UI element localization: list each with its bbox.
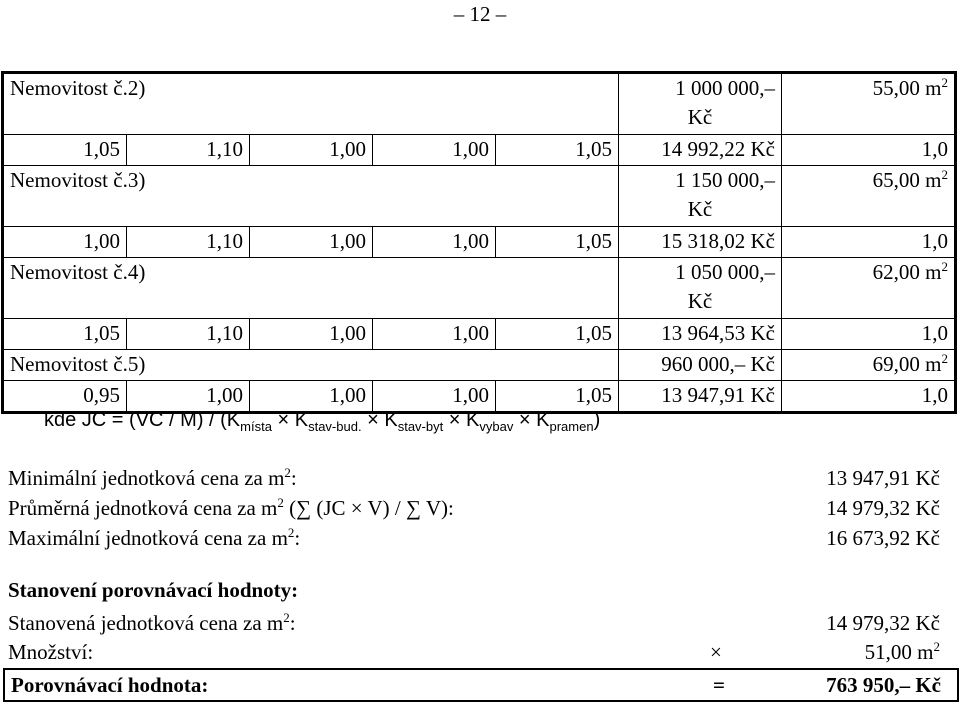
- property-area: [782, 73, 956, 135]
- max-price-row: [8, 524, 940, 552]
- table-row: [3, 135, 956, 166]
- coefficient-cell: 1,00: [373, 135, 496, 166]
- colon: :: [294, 526, 301, 550]
- result-value: 763 950,– Kč: [826, 673, 941, 697]
- table-row: [3, 73, 956, 135]
- colon: :: [289, 611, 296, 635]
- superscript: 2: [277, 495, 284, 510]
- coefficient-cell: 1,00: [373, 227, 496, 258]
- weight-cell: 1,0: [782, 381, 956, 413]
- unit-price-cell: 15 318,02 Kč: [619, 227, 782, 258]
- avg-price-formula: (∑ (JC × V) / ∑ V):: [283, 496, 454, 520]
- price-amount: 1 150 000,–: [675, 168, 775, 192]
- table-row: [3, 381, 956, 413]
- unit-price-cell: 13 964,53 Kč: [619, 319, 782, 350]
- weight-cell: 1,0: [782, 319, 956, 350]
- area-value: 62,00 m: [872, 260, 942, 284]
- coefficient-cell: 1,05: [496, 227, 619, 258]
- page-number: – 12 –: [453, 2, 507, 26]
- quantity-label: Množství:: [8, 640, 94, 664]
- avg-price-label: Průměrná jednotková cena za m: [8, 496, 278, 520]
- price-currency: Kč: [687, 105, 713, 129]
- price-amount: 1 000 000,–: [675, 76, 775, 100]
- formula-sub: místa: [240, 419, 272, 434]
- coefficient-cell: 1,00: [3, 227, 127, 258]
- jc-formula: [44, 409, 600, 434]
- superscript: 2: [287, 525, 295, 540]
- weight-cell: 1,0: [782, 135, 956, 166]
- property-area: [782, 258, 956, 319]
- formula-text: ): [593, 409, 601, 431]
- property-label: Nemovitost č.5): [3, 350, 619, 381]
- coefficient-cell: 1,10: [127, 135, 250, 166]
- property-price: [619, 166, 782, 227]
- unit-price-cell: 13 947,91 Kč: [619, 381, 782, 413]
- formula-sub: pramen: [549, 419, 594, 434]
- coefficient-cell: 1,05: [3, 135, 127, 166]
- area-value: 55,00 m: [872, 76, 942, 100]
- property-label: Nemovitost č.4): [3, 258, 619, 319]
- table-row: [3, 166, 956, 227]
- table-row: [3, 350, 956, 381]
- min-price-label: Minimální jednotková cena za m: [8, 466, 285, 490]
- coefficient-cell: 1,05: [496, 319, 619, 350]
- price-currency: Kč: [687, 289, 713, 313]
- avg-price-value: 14 979,32 Kč: [826, 496, 940, 520]
- formula-text: kde JC = (VC / M) / (K: [44, 409, 241, 431]
- coefficient-cell: 1,10: [127, 227, 250, 258]
- table-row: [3, 319, 956, 350]
- superscript: 2: [941, 75, 948, 90]
- price-amount: 1 050 000,–: [675, 260, 775, 284]
- equals-sign: =: [713, 673, 725, 697]
- unit-price-cell: 14 992,22 Kč: [619, 135, 782, 166]
- superscript: 2: [933, 639, 940, 654]
- superscript: 2: [284, 465, 291, 480]
- property-label: Nemovitost č.2): [3, 73, 619, 135]
- area-value: 65,00 m: [872, 168, 942, 192]
- coefficient-cell: 1,10: [127, 319, 250, 350]
- property-price: [619, 350, 782, 381]
- colon: :: [290, 466, 297, 490]
- area-value: 69,00 m: [872, 352, 942, 376]
- property-label: Nemovitost č.3): [3, 166, 619, 227]
- coefficient-cell: 1,00: [250, 227, 373, 258]
- formula-sub: stav-bud.: [308, 419, 362, 434]
- coefficient-cell: 1,00: [250, 135, 373, 166]
- formula-text: × K: [513, 409, 550, 431]
- coefficient-cell: 1,05: [496, 135, 619, 166]
- table-row: [3, 258, 956, 319]
- determined-price-label: Stanovená jednotková cena za m: [8, 611, 284, 635]
- multiply-sign: ×: [710, 640, 722, 664]
- coefficient-cell: 1,00: [250, 381, 373, 413]
- property-area: [782, 350, 956, 381]
- coefficient-cell: 1,05: [496, 381, 619, 413]
- result-box: [3, 668, 959, 702]
- max-price-label: Maximální jednotková cena za m: [8, 526, 288, 550]
- quantity-row: [8, 638, 940, 666]
- price-currency: Kč: [687, 197, 713, 221]
- result-label: Porovnávací hodnota:: [11, 673, 209, 697]
- section-title: Stanovení porovnávací hodnoty:: [8, 578, 299, 602]
- quantity-value: 51,00 m: [864, 640, 934, 664]
- table-row: [3, 227, 956, 258]
- formula-text: × K: [271, 409, 309, 431]
- superscript: 2: [941, 351, 948, 366]
- property-price: [619, 73, 782, 135]
- formula-text: × K: [361, 409, 398, 431]
- min-price-value: 13 947,91 Kč: [826, 466, 940, 490]
- coefficient-cell: 1,00: [127, 381, 250, 413]
- superscript: 2: [283, 610, 290, 625]
- determined-price-row: [8, 609, 940, 637]
- superscript: 2: [941, 259, 948, 274]
- coefficient-cell: 1,00: [250, 319, 373, 350]
- determined-price-value: 14 979,32 Kč: [826, 611, 940, 635]
- avg-price-row: [8, 494, 940, 522]
- max-price-value: 16 673,92 Kč: [826, 526, 940, 550]
- comparison-table: [1, 71, 957, 414]
- coefficient-cell: 1,00: [373, 381, 496, 413]
- coefficient-cell: 1,05: [3, 319, 127, 350]
- property-area: [782, 166, 956, 227]
- weight-cell: 1,0: [782, 227, 956, 258]
- property-price: [619, 258, 782, 319]
- coefficient-cell: 0,95: [3, 381, 127, 413]
- formula-sub: stav-byt: [397, 419, 444, 434]
- formula-sub: vybav: [479, 419, 514, 434]
- superscript: 2: [941, 167, 948, 182]
- formula-text: × K: [443, 409, 480, 431]
- price-amount: 960 000,– Kč: [661, 352, 775, 376]
- min-price-row: [8, 464, 940, 492]
- coefficient-cell: 1,00: [373, 319, 496, 350]
